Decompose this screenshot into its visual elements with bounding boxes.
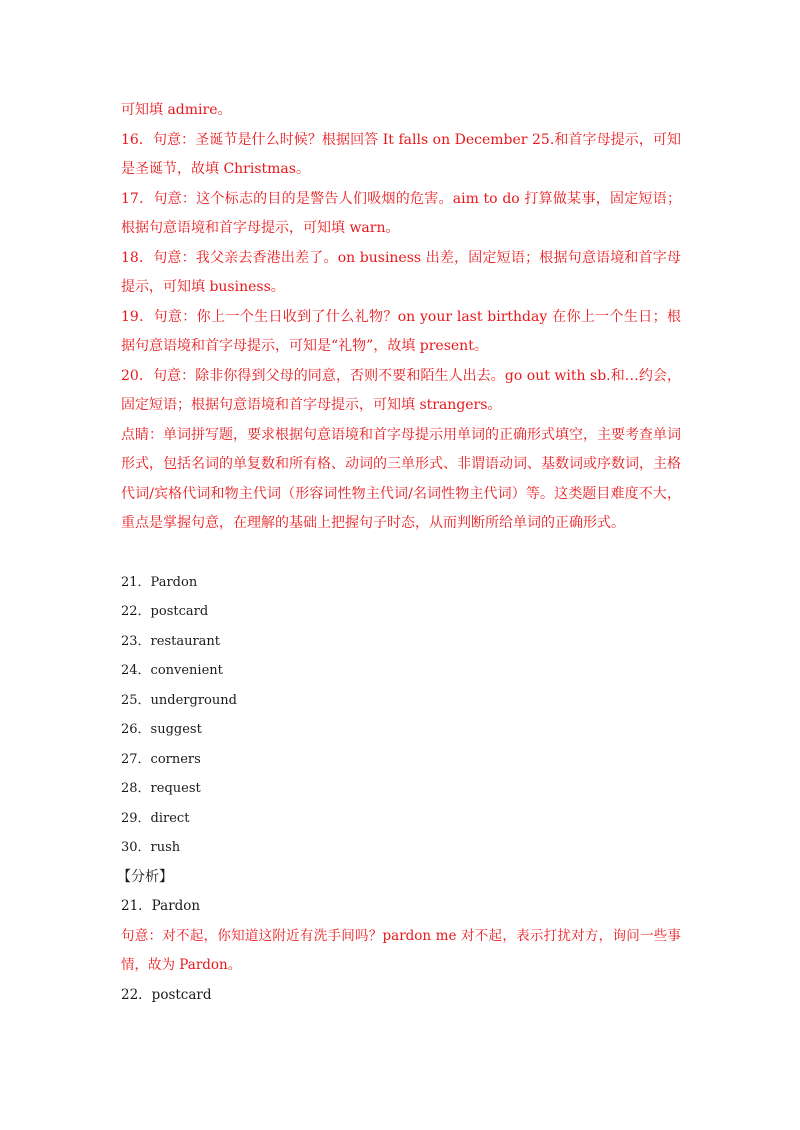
page-content <box>117 96 681 1010</box>
answer-item: 27．corners <box>121 751 201 767</box>
analysis-section <box>121 892 681 1010</box>
explanation-paragraph: 20．句意：除非你得到父母的同意，否则不要和陌生人出去。go out with sb.和…约会，固定短语；根据句意语境和首字母提示，可知填 strangers。 <box>121 367 681 413</box>
answer-item: 22．postcard <box>121 604 209 619</box>
answer-item: 21．Pardon <box>121 574 198 590</box>
answer-item: 25．underground <box>121 692 237 708</box>
answer-item: 24．convenient <box>121 663 223 678</box>
explanation-paragraph: 可知填 admire。 <box>121 102 232 118</box>
explanation-paragraph: 18．句意：我父亲去香港出差了。on business 出差，固定短语；根据句意语境和首字母提示，可知填 business。 <box>121 249 681 295</box>
analysis-item-text: 句意：对不起，你知道这附近有洗手间吗？pardon me 对不起，表示打扰对方，询问一些事情，故为 Pardon。 <box>121 927 681 973</box>
answer-item: 26．suggest <box>121 722 202 737</box>
explanation-paragraph: 19．句意：你上一个生日收到了什么礼物？on your last birthday 在你上一个生日；根据句意语境和首字母提示，可知是“礼物”，故填 present。 <box>121 308 681 354</box>
answer-item: 29．direct <box>121 810 190 826</box>
answer-item: 28．request <box>121 781 201 796</box>
explanation-paragraph: 17．句意：这个标志的目的是警告人们吸烟的危害。aim to do 打算做某事，固定短语；根据句意语境和首字母提示，可知填 warn。 <box>121 190 681 236</box>
explanations-section <box>121 96 681 539</box>
analysis-item-title: 21．Pardon <box>121 898 201 914</box>
section-gap <box>121 539 681 568</box>
tip-paragraph: 点睛：单词拼写题，要求根据句意语境和首字母提示用单词的正确形式填空，主要考查单词形式，包括名词的单复数和所有格、动词的三单形式、非谓语动词、基数词或序数词，主格代词/宾格代词和物主代词（形容词性物主代词/名词性物主代词）等。这类题目难度不大，重点是掌握句意，在理解的基础上把握句子时态，从而判断所给单词的正确形式。 <box>121 426 681 531</box>
answer-item: 23．restaurant <box>121 633 221 649</box>
explanation-paragraph: 16．句意：圣诞节是什么时候？根据回答 It falls on December 25.和首字母提示，可知是圣诞节，故填 Christmas。 <box>121 131 681 177</box>
answer-list <box>121 568 681 863</box>
answer-item: 30．rush <box>121 840 181 855</box>
analysis-heading: 【分析】 <box>117 868 173 885</box>
analysis-item-title: 22．postcard <box>121 986 212 1003</box>
